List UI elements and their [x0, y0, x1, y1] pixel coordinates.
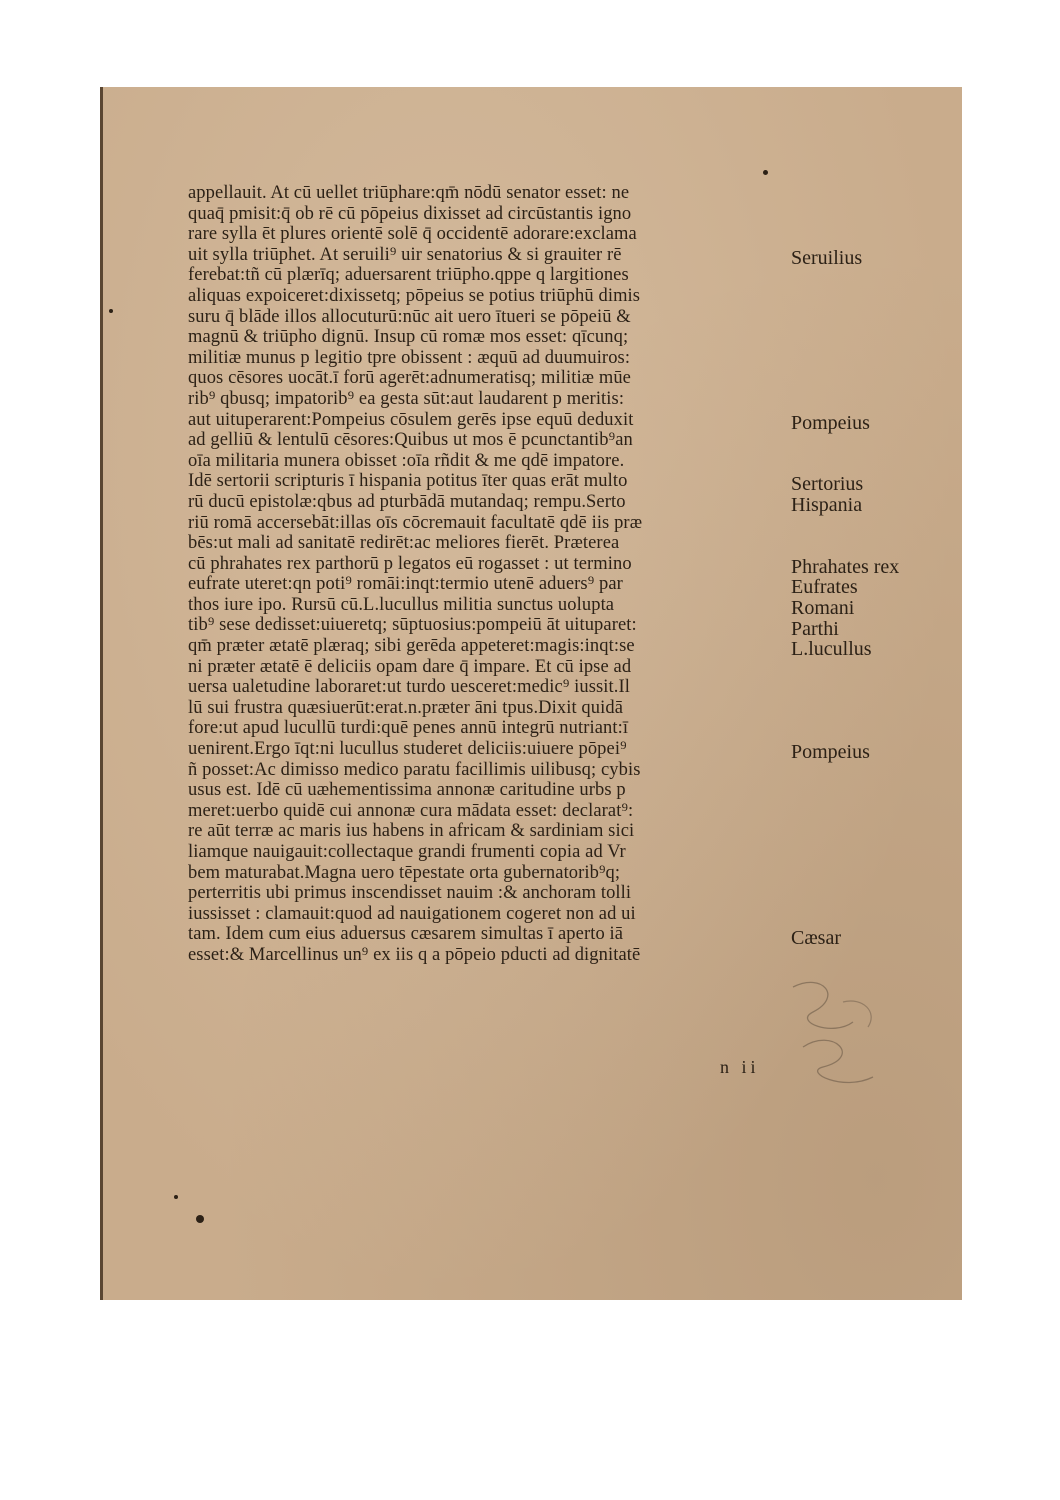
text-line: suru q̄ blāde illos allocuturū:nūc ait uero ītueri se pōpeiū & — [188, 306, 631, 327]
text-line: militiæ munus p legitio tpre obissent : æquū ad duumuiros: — [188, 347, 631, 368]
text-line: oīa militaria munera obisset :oīa rñdit & me qdē impatore. — [188, 450, 625, 471]
text-line: appellauit. At cū uellet triūphare:qm̄ nōdū senator esset: ne — [188, 183, 630, 203]
marginal-note: L.lucullus — [791, 638, 872, 661]
text-line: rū ducū epistolæ:qbus ad pturbādā mutandaq; rempu.Serto — [188, 491, 626, 512]
marginal-note: Seruilius — [791, 246, 863, 269]
text-line: meret:uerbo quidē cui annonæ cura mādata esset: declarat⁹: — [188, 800, 634, 821]
text-line: uersa ualetudine laboraret:ut turdo uesceret:medic⁹ iussit.Il — [188, 677, 631, 698]
book-page — [100, 87, 962, 1300]
ink-spot — [196, 1215, 204, 1223]
marginal-note: Sertorius — [791, 473, 864, 496]
ink-spot — [174, 1195, 178, 1199]
text-line: ñ posset:Ac dimisso medico paratu facillimis uilibusq; cybis — [188, 759, 641, 780]
text-line: lū sui frustra quæsiuerūt:erat.n.præter āni tpus.Dixit quidā — [188, 697, 624, 718]
pencil-scribble-mark — [783, 967, 893, 1107]
text-line: magnū & triūpho dignū. Insup cū romæ mos esset: qīcunq; — [188, 327, 629, 348]
text-line: esset:& Marcellinus un⁹ ex iis q a pōpeio pducti ad dignitatē — [188, 944, 641, 965]
marginal-note: Eufrates — [791, 576, 858, 599]
text-line: rib⁹ qbusq; impatorib⁹ ea gesta sūt:aut laudarent p meritis: — [188, 388, 625, 409]
text-line: aliquas expoiceret:dixissetq; pōpeius se potius triūphū dimis — [188, 285, 641, 306]
text-line: uenirent.Ergo īqt:ni lucullus studeret deliciis:uiuere pōpei⁹ — [188, 739, 627, 760]
text-line: perterritis ubi primus inscendisset nauim :& anchoram tolli — [188, 883, 632, 904]
text-line: cū phrahates rex parthorū p legatos eū rogasset : ut termino — [188, 553, 632, 574]
text-line: liamque nauigauit:collectaque grandi frumenti copia ad Vr — [188, 842, 626, 862]
ink-spot — [109, 309, 113, 313]
text-line: fore:ut apud lucullū turdi:quē penes annū integrū nutriant:ī — [188, 718, 629, 739]
marginal-note: Hispania — [791, 494, 863, 516]
marginal-note: Phrahates rex — [791, 555, 900, 578]
text-line: quos cēsores uocāt.ī forū agerēt:adnumeratisq; militiæ mūe — [188, 368, 631, 389]
text-line: ferebat:tñ cū plærīq; aduersarent triūpho.qppe q largitiones — [188, 265, 629, 286]
marginal-note: Pompeius — [791, 411, 870, 434]
text-line: re aūt terræ ac maris ius habens in africam & sardiniam sici — [188, 821, 635, 842]
text-line: quaq̄ pmisit:q̄ ob rē cū pōpeius dixisset ad circūstantis igno — [188, 203, 632, 224]
marginal-note: Parthi — [791, 617, 839, 640]
main-text-column — [188, 183, 788, 966]
text-line: ni præter ætatē ē deliciis opam dare q̄ impare. Et cū ipse ad — [188, 656, 632, 677]
marginal-note: Pompeius — [791, 741, 870, 764]
marginal-note: Cæsar — [791, 926, 841, 949]
signature-mark: n ii — [720, 1057, 760, 1077]
text-line: rare sylla ēt plures orientē solē q̄ occidentē adorare:exclama — [188, 224, 637, 245]
text-line: thos iure ipo. Rursū cū.L.lucullus militia sunctus uolupta — [188, 594, 615, 615]
text-line: ad gelliū & lentulū cēsores:Quibus ut mos ē pcunctantib⁹an — [188, 430, 633, 451]
ink-spot — [763, 170, 768, 175]
text-line: riū romā accersebāt:illas oīs cōcremauit facultatē qdē iis præ — [188, 512, 643, 533]
text-line: qm̄ præter ætatē plæraq; sibi gerēda appeteret:magis:inqt:se — [188, 636, 635, 657]
text-line: uit sylla triūphet. At seruili⁹ uir senatorius & si grauiter rē — [188, 244, 622, 265]
marginal-note: Romani — [791, 597, 855, 619]
text-line: usus est. Idē cū uæhementissima annonæ caritudine urbs p — [188, 780, 626, 801]
text-line: bem maturabat.Magna uero tēpestate orta gubernatorib⁹q; — [188, 862, 621, 883]
text-line: iussisset : clamauit:quod ad nauigationem cogeret non ad ui — [188, 903, 636, 924]
text-line: Idē sertorii scripturis ī hispania potitus īter quas erāt multo — [188, 471, 628, 492]
text-line: tib⁹ sese dedisset:uiueretq; sūptuosius:pompeiū āt uituparet: — [188, 615, 637, 636]
text-line: aut uituperarent:Pompeius cōsulem gerēs ipse equū deduxit — [188, 409, 634, 430]
text-line: bēs:ut mali ad sanitatē redirēt:ac meliores fierēt. Præterea — [188, 533, 620, 554]
text-line: eufrate uteret:qn poti⁹ romāi:inqt:termio utenē aduers⁹ par — [188, 574, 623, 595]
text-line: tam. Idem cum eius aduersus cæsarem simultas ī aperto iā — [188, 924, 624, 945]
